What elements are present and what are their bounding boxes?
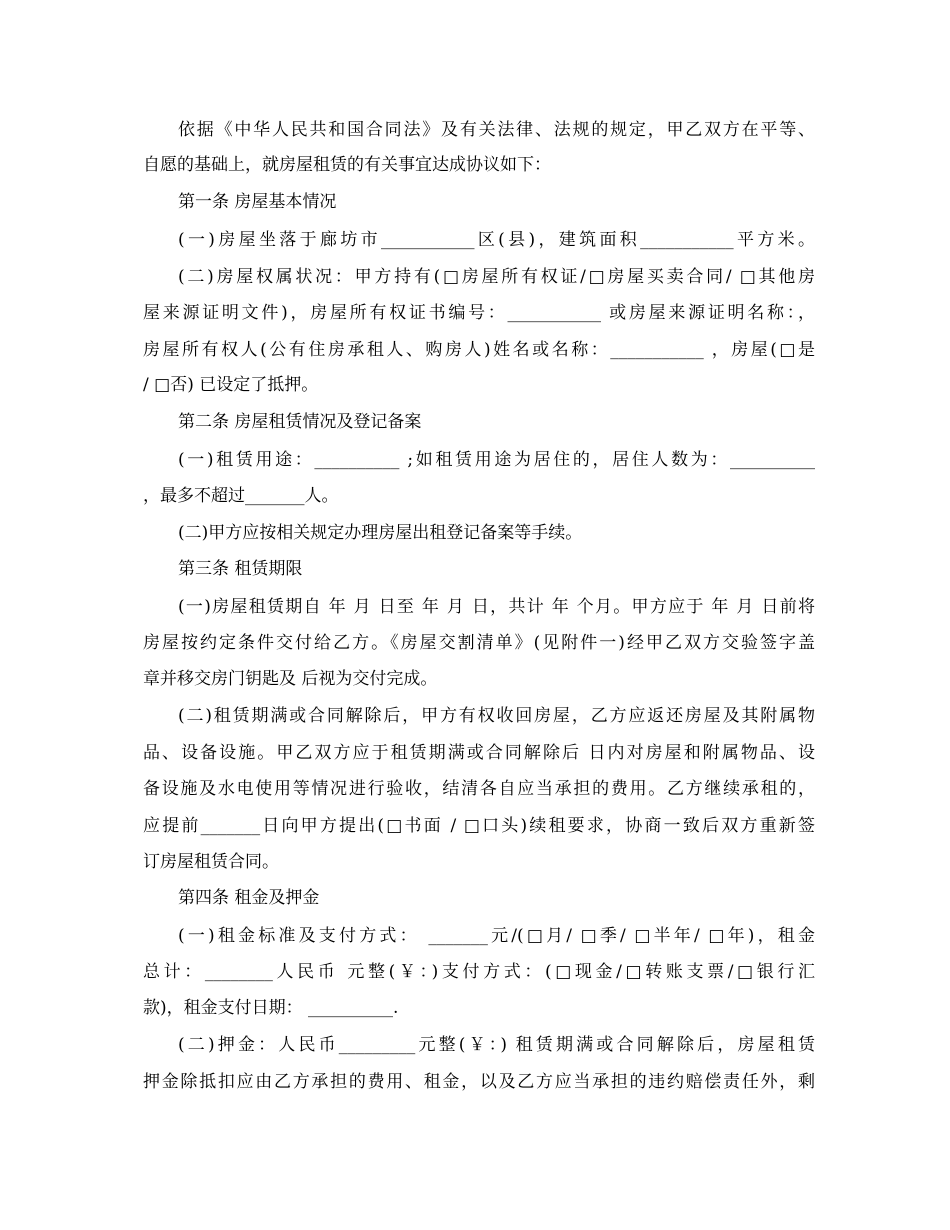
paragraph-line: (二)租赁期满或合同解除后，甲方有权收回房屋，乙方应返还房屋及其附属物 xyxy=(178,706,815,726)
paragraph-line: (二)甲方应按相关规定办理房屋出租登记备案等手续。 xyxy=(178,523,583,543)
paragraph-line: 自愿的基础上，就房屋租赁的有关事宜达成协议如下： xyxy=(143,155,551,175)
paragraph-line: 应提前_______日向甲方提出(□书面 / □口头)续租要求，协商一致后双方重新签 xyxy=(143,816,815,836)
paragraph-line: (二)押金：人民币_________元整(￥：) 租赁期满或合同解除后，房屋租赁 xyxy=(178,1035,815,1055)
paragraph-line: 款)，租金支付日期： __________. xyxy=(143,998,399,1018)
paragraph-line: 品、设备设施。甲乙双方应于租赁期满或合同解除后 日内对房屋和附属物品、设 xyxy=(143,743,815,763)
paragraph-line: / □否) 已设定了抵押。 xyxy=(143,375,319,395)
paragraph-line: 订房屋租赁合同。 xyxy=(143,852,279,872)
paragraph-line: 房屋所有权人(公有住房承租人、购房人)姓名或名称：___________ ，房屋(□是 xyxy=(143,340,815,360)
paragraph-line: 依据《中华人民共和国合同法》及有关法律、法规的规定，甲乙双方在平等、 xyxy=(178,120,815,140)
paragraph-line: 屋来源证明文件)，房屋所有权证书编号：___________ 或房屋来源证明名称：， xyxy=(143,303,815,323)
paragraph-line: (一)租金标准及支付方式： _______元/(□月/ □季/ □半年/ □年)，租金 xyxy=(178,926,815,946)
paragraph-line: ，最多不超过_______人。 xyxy=(143,486,339,506)
section-heading: 第二条 房屋租赁情况及登记备案 xyxy=(178,412,422,432)
paragraph-line: 章并移交房门钥匙及 后视为交付完成。 xyxy=(143,669,438,689)
paragraph-line: (一)租赁用途：__________ ;如租赁用途为居住的，居住人数为：__________ xyxy=(178,450,815,470)
section-heading: 第三条 租赁期限 xyxy=(178,559,303,579)
paragraph-line: 押金除抵扣应由乙方承担的费用、租金，以及乙方应当承担的违约赔偿责任外，剩 xyxy=(143,1072,815,1092)
paragraph-line: 总计：________人民币 元整(￥：)支付方式：(□现金/□转账支票/□银行汇 xyxy=(143,962,815,982)
paragraph-line: 房屋按约定条件交付给乙方。《房屋交割清单》(见附件一)经甲乙双方交验签字盖 xyxy=(143,633,815,653)
paragraph-line: (一)房屋坐落于廊坊市___________区(县)，建筑面积___________平方米。 xyxy=(178,230,815,250)
section-heading: 第一条 房屋基本情况 xyxy=(178,192,337,212)
paragraph-line: 备设施及水电使用等情况进行验收，结清各自应当承担的费用。乙方继续承租的， xyxy=(143,779,815,799)
paragraph-line: (一)房屋租赁期自 年 月 日至 年 月 日，共计 年 个月。甲方应于 年 月 日前将 xyxy=(178,597,815,617)
section-heading: 第四条 租金及押金 xyxy=(178,888,320,908)
paragraph-line: (二)房屋权属状况：甲方持有(□房屋所有权证/□房屋买卖合同/ □其他房 xyxy=(178,267,815,287)
